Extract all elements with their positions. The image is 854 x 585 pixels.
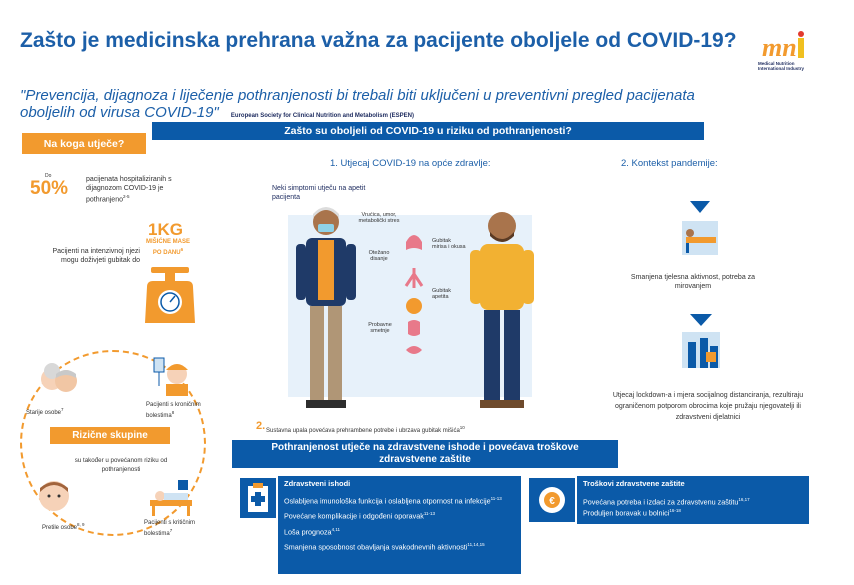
risk-banner: Zašto su oboljeli od COVID-19 u riziku od pothranjenosti? bbox=[152, 122, 704, 140]
svg-text:€: € bbox=[549, 496, 555, 507]
cost-item: Povećana potreba i izdaci za zdravstvenu zaštitu$^{16,17}$ bbox=[583, 497, 750, 507]
clipboard-icon bbox=[240, 478, 276, 518]
lockdown-icon bbox=[680, 312, 722, 370]
quote-text: "Prevencija, dijagnoza i liječenje pothranjenosti bi trebali biti uključeni u preventivni pregled pacijenata oboljelih od virusa COVID-19" bbox=[20, 87, 695, 121]
coins-icon bbox=[529, 478, 575, 522]
obese-person-icon bbox=[34, 478, 74, 518]
kg-value: 1KG bbox=[148, 220, 183, 239]
resting-icon bbox=[680, 197, 720, 257]
kg-sub: MIŠIĆNE MASE PO DANU$^6$ bbox=[146, 239, 191, 256]
section2-title: 2. Kontekst pandemije: bbox=[621, 158, 718, 169]
health-outcomes-box bbox=[278, 476, 521, 574]
svg-text:mn: mn bbox=[762, 33, 797, 62]
obese-label: Pretile osobe$^{8, 9}$ bbox=[42, 522, 85, 531]
page-title: Zašto je medicinska prehrana važna za pacijente oboljele od COVID-19? bbox=[20, 29, 737, 52]
outcome-item: Smanjena sposobnost obavljanja svakodnevnih aktivnosti$^{11,14,15}$ bbox=[284, 542, 485, 552]
quote bbox=[20, 87, 740, 125]
risk-groups-title: Rizične skupine bbox=[50, 427, 170, 444]
patient-figure bbox=[466, 206, 536, 412]
critical-patient-icon bbox=[148, 478, 194, 518]
appetite-label: Gubitak apetita bbox=[432, 288, 451, 301]
outcomes-icon-box bbox=[238, 476, 278, 520]
who-affected-tab: Na koga utječe? bbox=[22, 133, 146, 154]
breath-label: Otežano disanje bbox=[368, 250, 390, 263]
upto-label: Do bbox=[45, 173, 52, 179]
chronic-label: Pacijenti s kroničnim bolestima$^8$ bbox=[146, 402, 201, 419]
outcome-item: Oslabljena imunološka funkcija i oslabljena otpornost na infekcije$^{11-13}$ bbox=[284, 496, 502, 506]
gi-label: Probavne smetnje bbox=[368, 322, 392, 335]
note-number: 2. bbox=[256, 420, 266, 432]
outcome-item: Povećane komplikacije i odgođeni oporavak$^{11-13}$ bbox=[284, 511, 436, 521]
costs-box bbox=[577, 476, 809, 524]
espen-attribution: European Society for Clinical Nutrition and Metabolism (ESPEN) bbox=[230, 113, 414, 119]
fever-label: Vrućica, umor, metabolički stres bbox=[358, 212, 400, 225]
scale-icon bbox=[141, 265, 199, 327]
outcome-item: Loša prognoza$^{4,11}$ bbox=[284, 526, 340, 537]
activity-text: Smanjena tjelesna aktivnost, potreba za mirovanjem bbox=[630, 274, 756, 290]
symptoms-intro: Neki simptomi utječu na apetit pacijenta bbox=[272, 185, 366, 201]
logo-text: Medical Nutrition International Industry bbox=[758, 61, 805, 71]
masked-patient-figure bbox=[292, 200, 358, 412]
critical-label: Pacijenti s kritičnim bolestima$^7$ bbox=[144, 520, 196, 537]
cost-item: Produljen boravak u bolnici$^{16-18}$ bbox=[583, 508, 681, 518]
smell-label: Gubitak mirisa i okusa bbox=[432, 238, 466, 251]
organs-column bbox=[402, 226, 426, 366]
elderly-label: Starije osobe$^7$ bbox=[26, 407, 64, 416]
costs-icon-box bbox=[527, 476, 577, 524]
outcomes-banner: Pothranjenost utječe na zdravstvene ishode i povećava troškove zdravstvene zaštite bbox=[232, 440, 618, 468]
lockdown-text: Utjecaj lockdown-a i mjera socijalnog distanciranja, rezultiraju ograničenom potporom obrocima koje pružaju njegovatelji ili zdravstveni djelatnici bbox=[612, 392, 804, 421]
costs-title: Troškovi zdravstvene zaštite bbox=[583, 479, 685, 488]
also-risk-text: su također u povećanom riziku od pothranjenosti bbox=[74, 457, 168, 473]
outcomes-title: Zdravstveni ishodi bbox=[284, 479, 351, 488]
section1-title: 1. Utjecaj COVID-19 na opće zdravlje: bbox=[330, 158, 491, 169]
icu-text: Pacijenti na intenzivnoj njezi mogu doživjeti gubitak do bbox=[52, 248, 140, 264]
inflammation-note: Sustavna upala povećava prehrambene potrebe i ubrzava gubitak mišića$^{10}$ bbox=[266, 425, 465, 434]
chronic-patient-icon bbox=[150, 356, 192, 398]
percent-value: 50% bbox=[30, 178, 69, 199]
percent-text: pacijenata hospitaliziranih s dijagnozom COVID-19 je pothranjeno$^{2-5}$ bbox=[86, 176, 172, 204]
elderly-icon bbox=[38, 362, 80, 400]
